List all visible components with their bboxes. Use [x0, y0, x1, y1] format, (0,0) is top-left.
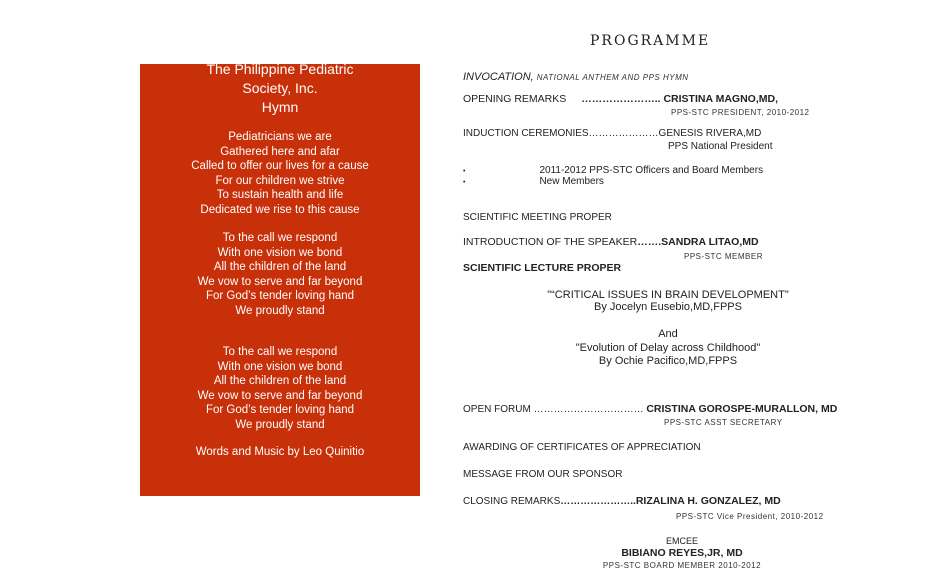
lecture-proper-heading: SCIENTIFIC LECTURE PROPER — [463, 262, 622, 274]
hymn-chorus-2 — [140, 345, 420, 433]
hymn-line: For God’s tender loving hand — [205, 290, 355, 303]
opening-name: CRISTINA MAGNO,MD, — [663, 93, 778, 105]
forum-label: OPEN FORUM — [463, 404, 531, 415]
opening-label: OPENING REMARKS — [463, 93, 567, 105]
bullet-text: 2011-2012 PPS-STC Officers and Board Members — [539, 165, 764, 176]
forum-dots: …………………………… — [533, 404, 644, 415]
emcee-name: BIBIANO REYES,JR, MD — [621, 547, 743, 559]
hymn-line: We vow to serve and far beyond — [197, 275, 363, 288]
invocation-rest: NATIONAL ANTHEM AND PPS HYMN — [536, 73, 689, 82]
bullet-icon: • — [463, 179, 466, 186]
forum-role: PPS-STC ASST SECRETARY — [664, 418, 783, 427]
hymn-line: Gathered here and afar — [220, 145, 340, 158]
programme-title: PROGRAMME — [590, 33, 711, 49]
invocation-main: INVOCATION, — [463, 71, 537, 83]
and-text: And — [658, 328, 678, 340]
intro-name: SANDRA LITAO,MD — [661, 236, 759, 248]
hymn-line: We vow to serve and far beyond — [197, 389, 363, 402]
closing-label: CLOSING REMARKS — [463, 496, 561, 507]
opening-remarks-line — [463, 93, 778, 105]
opening-role: PPS-STC PRESIDENT, 2010-2012 — [671, 108, 810, 117]
hymn-verse-1 — [140, 130, 420, 218]
lecture2-block — [500, 328, 836, 369]
hymn-line: With one vision we bond — [217, 360, 343, 373]
hymn-line: Dedicated we rise to this cause — [200, 203, 360, 216]
hymn-line: With one vision we bond — [217, 246, 343, 259]
awarding-line: AWARDING OF CERTIFICATES OF APPRECIATION — [463, 442, 701, 453]
closing-dots: ………………….. — [560, 496, 636, 507]
forum-name: CRISTINA GOROSPE-MURALLON, MD — [646, 403, 838, 415]
intro-speaker-line — [463, 236, 759, 248]
hymn-line: We proudly stand — [235, 304, 325, 317]
emcee-label: EMCEE — [665, 536, 698, 546]
closing-remarks-line — [463, 495, 781, 507]
hymn-line: All the children of the land — [213, 375, 347, 388]
hymn-line: For God’s tender loving hand — [205, 404, 355, 417]
lecture2-by: By Ochie Pacifico,MD,FPPS — [598, 355, 738, 367]
hymn-line: To the call we respond — [222, 232, 338, 244]
lecture2-title: "Evolution of Delay across Childhood" — [575, 341, 761, 354]
emcee-role: PPS-STC BOARD MEMBER 2010-2012 — [602, 561, 762, 570]
hymn-line: We proudly stand — [235, 418, 325, 431]
hymn-title-line: Hymn — [261, 99, 299, 115]
lecture1-title: "“CRITICAL ISSUES IN BRAIN DEVELOPMENT" — [547, 289, 789, 301]
closing-role: PPS-STC Vice President, 2010-2012 — [676, 512, 824, 521]
intro-dots: ……. — [637, 236, 662, 248]
hymn-line: To the call we respond — [222, 346, 338, 358]
hymn-line: Pediatricians we are — [228, 131, 332, 143]
hymn-line: To sustain health and life — [216, 189, 344, 202]
hymn-line: Called to offer our lives for a cause — [191, 160, 369, 173]
bullet-item — [463, 165, 763, 176]
bullet-text: New Members — [539, 176, 604, 187]
bullet-item — [463, 176, 763, 187]
open-forum-line — [463, 403, 837, 415]
hymn-line: All the children of the land — [213, 261, 347, 274]
intro-role: PPS-STC MEMBER — [684, 252, 764, 261]
induction-role: PPS National President — [668, 141, 773, 152]
bullet-icon: • — [463, 168, 466, 175]
bullet-list — [463, 165, 763, 187]
scientific-meeting-heading: SCIENTIFIC MEETING PROPER — [463, 212, 612, 223]
hymn-line: For our children we strive — [215, 174, 345, 187]
hymn-credit: Words and Music by Leo Quinitio — [195, 446, 365, 458]
opening-dots: ………………….. — [581, 93, 661, 105]
closing-name: RIZALINA H. GONZALEZ, MD — [635, 495, 781, 507]
hymn-chorus-1 — [140, 231, 420, 319]
hymn-title-line: The Philippine Pediatric — [206, 61, 354, 77]
hymn-title — [140, 60, 420, 117]
lecture1-by: By Jocelyn Eusebio,MD,FPPS — [594, 301, 742, 313]
hymn-title-line: Society, Inc. — [242, 80, 318, 96]
invocation-line — [463, 67, 689, 85]
intro-label: INTRODUCTION OF THE SPEAKER — [463, 236, 638, 248]
lecture-block — [500, 289, 836, 313]
induction-line: INDUCTION CEREMONIES…………………GENESIS RIVERA,MD — [463, 128, 762, 139]
message-line: MESSAGE FROM OUR SPONSOR — [463, 469, 623, 480]
